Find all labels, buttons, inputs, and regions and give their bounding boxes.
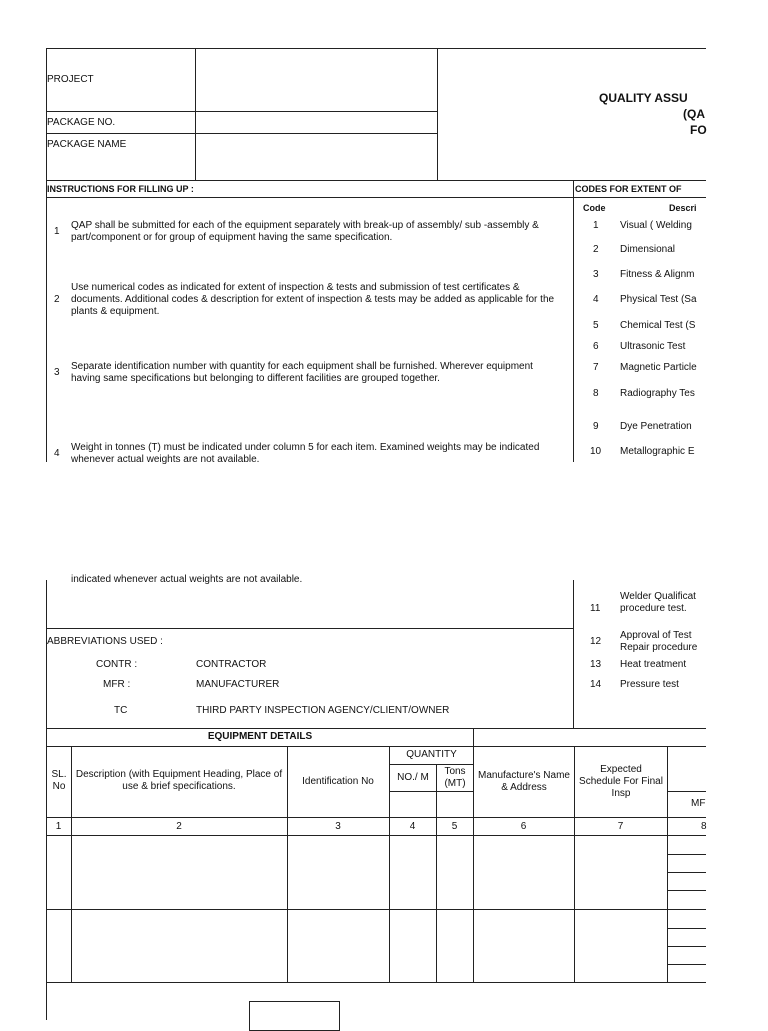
code-num-8: 8 [593,388,599,399]
code-desc-11: Welder Qualificat procedure test. [620,591,696,614]
abbr-contr: CONTR : [96,659,138,670]
instruction-text-3: Separate identification number with quantity for each equipment shall be furnished. Wherever equipment having same specifications but belonging to different facilities are grouped together. [71,361,533,384]
code-num-6: 6 [593,341,599,352]
codes-col-code: Code [583,203,606,213]
col-num-4: 4 [409,821,416,832]
code-num-11: 11 [590,603,601,614]
code-num-9: 9 [593,421,599,432]
package-name-label: PACKAGE NAME [47,139,127,150]
col-mf: MF [691,798,706,809]
code-desc-7: Magnetic Particle [620,362,697,373]
package-no-field[interactable] [196,112,436,132]
col-expected-schedule: Expected Schedule For Final Insp [579,764,663,799]
instruction-num-4: 4 [54,448,60,459]
abbr-contr-full: CONTRACTOR [196,659,267,670]
equipment-details-heading: EQUIPMENT DETAILS [207,731,313,742]
col-quantity: QUANTITY [406,749,457,760]
code-desc-9: Dye Penetration [620,421,692,432]
code-desc-14: Pressure test [620,679,679,690]
code-desc-4: Physical Test (Sa [620,294,697,305]
code-desc-6: Ultrasonic Test [620,341,686,352]
code-desc-1: Visual ( Welding [620,220,692,231]
code-num-5: 5 [593,320,599,331]
code-desc-8: Radiography Tes [620,388,695,399]
code-desc-5: Chemical Test (S [620,320,696,331]
code-desc-2: Dimensional [620,244,676,255]
col-tons: Tons (MT) [444,766,466,789]
col-num-8: 8 [701,821,707,832]
code-num-14: 14 [590,679,602,690]
instruction-text-2: Use numerical codes as indicated for extent of inspection & tests and submission of test certificates & documents. Additional codes & description for extent of inspection & tests may be added as applicable for the plants & equipment. [71,282,555,317]
code-num-13: 13 [590,659,602,670]
instruction-num-2: 2 [54,294,60,305]
code-num-12: 12 [590,636,602,647]
code-num-1: 1 [593,220,599,231]
instruction-num-3: 3 [54,367,60,378]
code-num-10: 10 [590,446,602,457]
col-num-1: 1 [55,821,62,832]
instruction-num-1: 1 [54,226,60,237]
col-num-5: 5 [451,821,458,832]
package-name-field[interactable] [196,134,436,179]
code-desc-13: Heat treatment [620,659,687,670]
code-desc-3: Fitness & Alignm [620,269,695,280]
col-no-m: NO./ M [397,772,429,783]
project-field[interactable] [196,49,436,110]
code-desc-12: Approval of Test Repair procedure [620,630,698,653]
signature-box[interactable] [249,1001,340,1031]
document-title-line2: (QA [683,107,705,121]
col-num-6: 6 [520,821,527,832]
abbr-tc-full: THIRD PARTY INSPECTION AGENCY/CLIENT/OWNER [196,705,450,716]
project-label: PROJECT [47,74,94,85]
col-num-3: 3 [335,821,341,832]
instruction-text-4-continued: indicated whenever actual weights are not available. [71,574,303,585]
col-manufacturer: Manufacture's Name & Address [478,770,570,793]
codes-col-desc: Descri [669,203,697,213]
package-no-label: PACKAGE NO. [47,117,116,128]
abbreviations-heading: ABBREVIATIONS USED : [47,636,163,647]
abbr-mfr-full: MANUFACTURER [196,679,280,690]
abbr-mfr: MFR : [103,679,131,690]
code-num-2: 2 [593,244,599,255]
col-sl-no: SL. No [51,769,67,792]
instruction-text-1: QAP shall be submitted for each of the equipment separately with break-up of assembly/ sub -assembly & part/component or for group of equipment having the same specification. [71,220,539,243]
instructions-heading: INSTRUCTIONS FOR FILLING UP : [47,184,194,194]
codes-heading: CODES FOR EXTENT OF [575,184,682,194]
col-identification-no: Identification No [302,776,374,787]
code-num-7: 7 [593,362,599,373]
instruction-text-4: Weight in tonnes (T) must be indicated under column 5 for each item. Examined weights may be indicated whenever actual weights are not available. [71,442,540,465]
code-desc-10: Metallographic E [620,446,695,457]
col-num-7: 7 [617,821,624,832]
code-num-4: 4 [593,294,599,305]
document-title-line1: QUALITY ASSU [599,91,688,105]
col-description: Description (with Equipment Heading, Place of use & brief specifications. [75,769,283,792]
abbr-tc: TC [114,705,128,716]
col-num-2: 2 [176,821,182,832]
code-num-3: 3 [593,269,599,280]
document-title-line3: FO [690,123,707,137]
